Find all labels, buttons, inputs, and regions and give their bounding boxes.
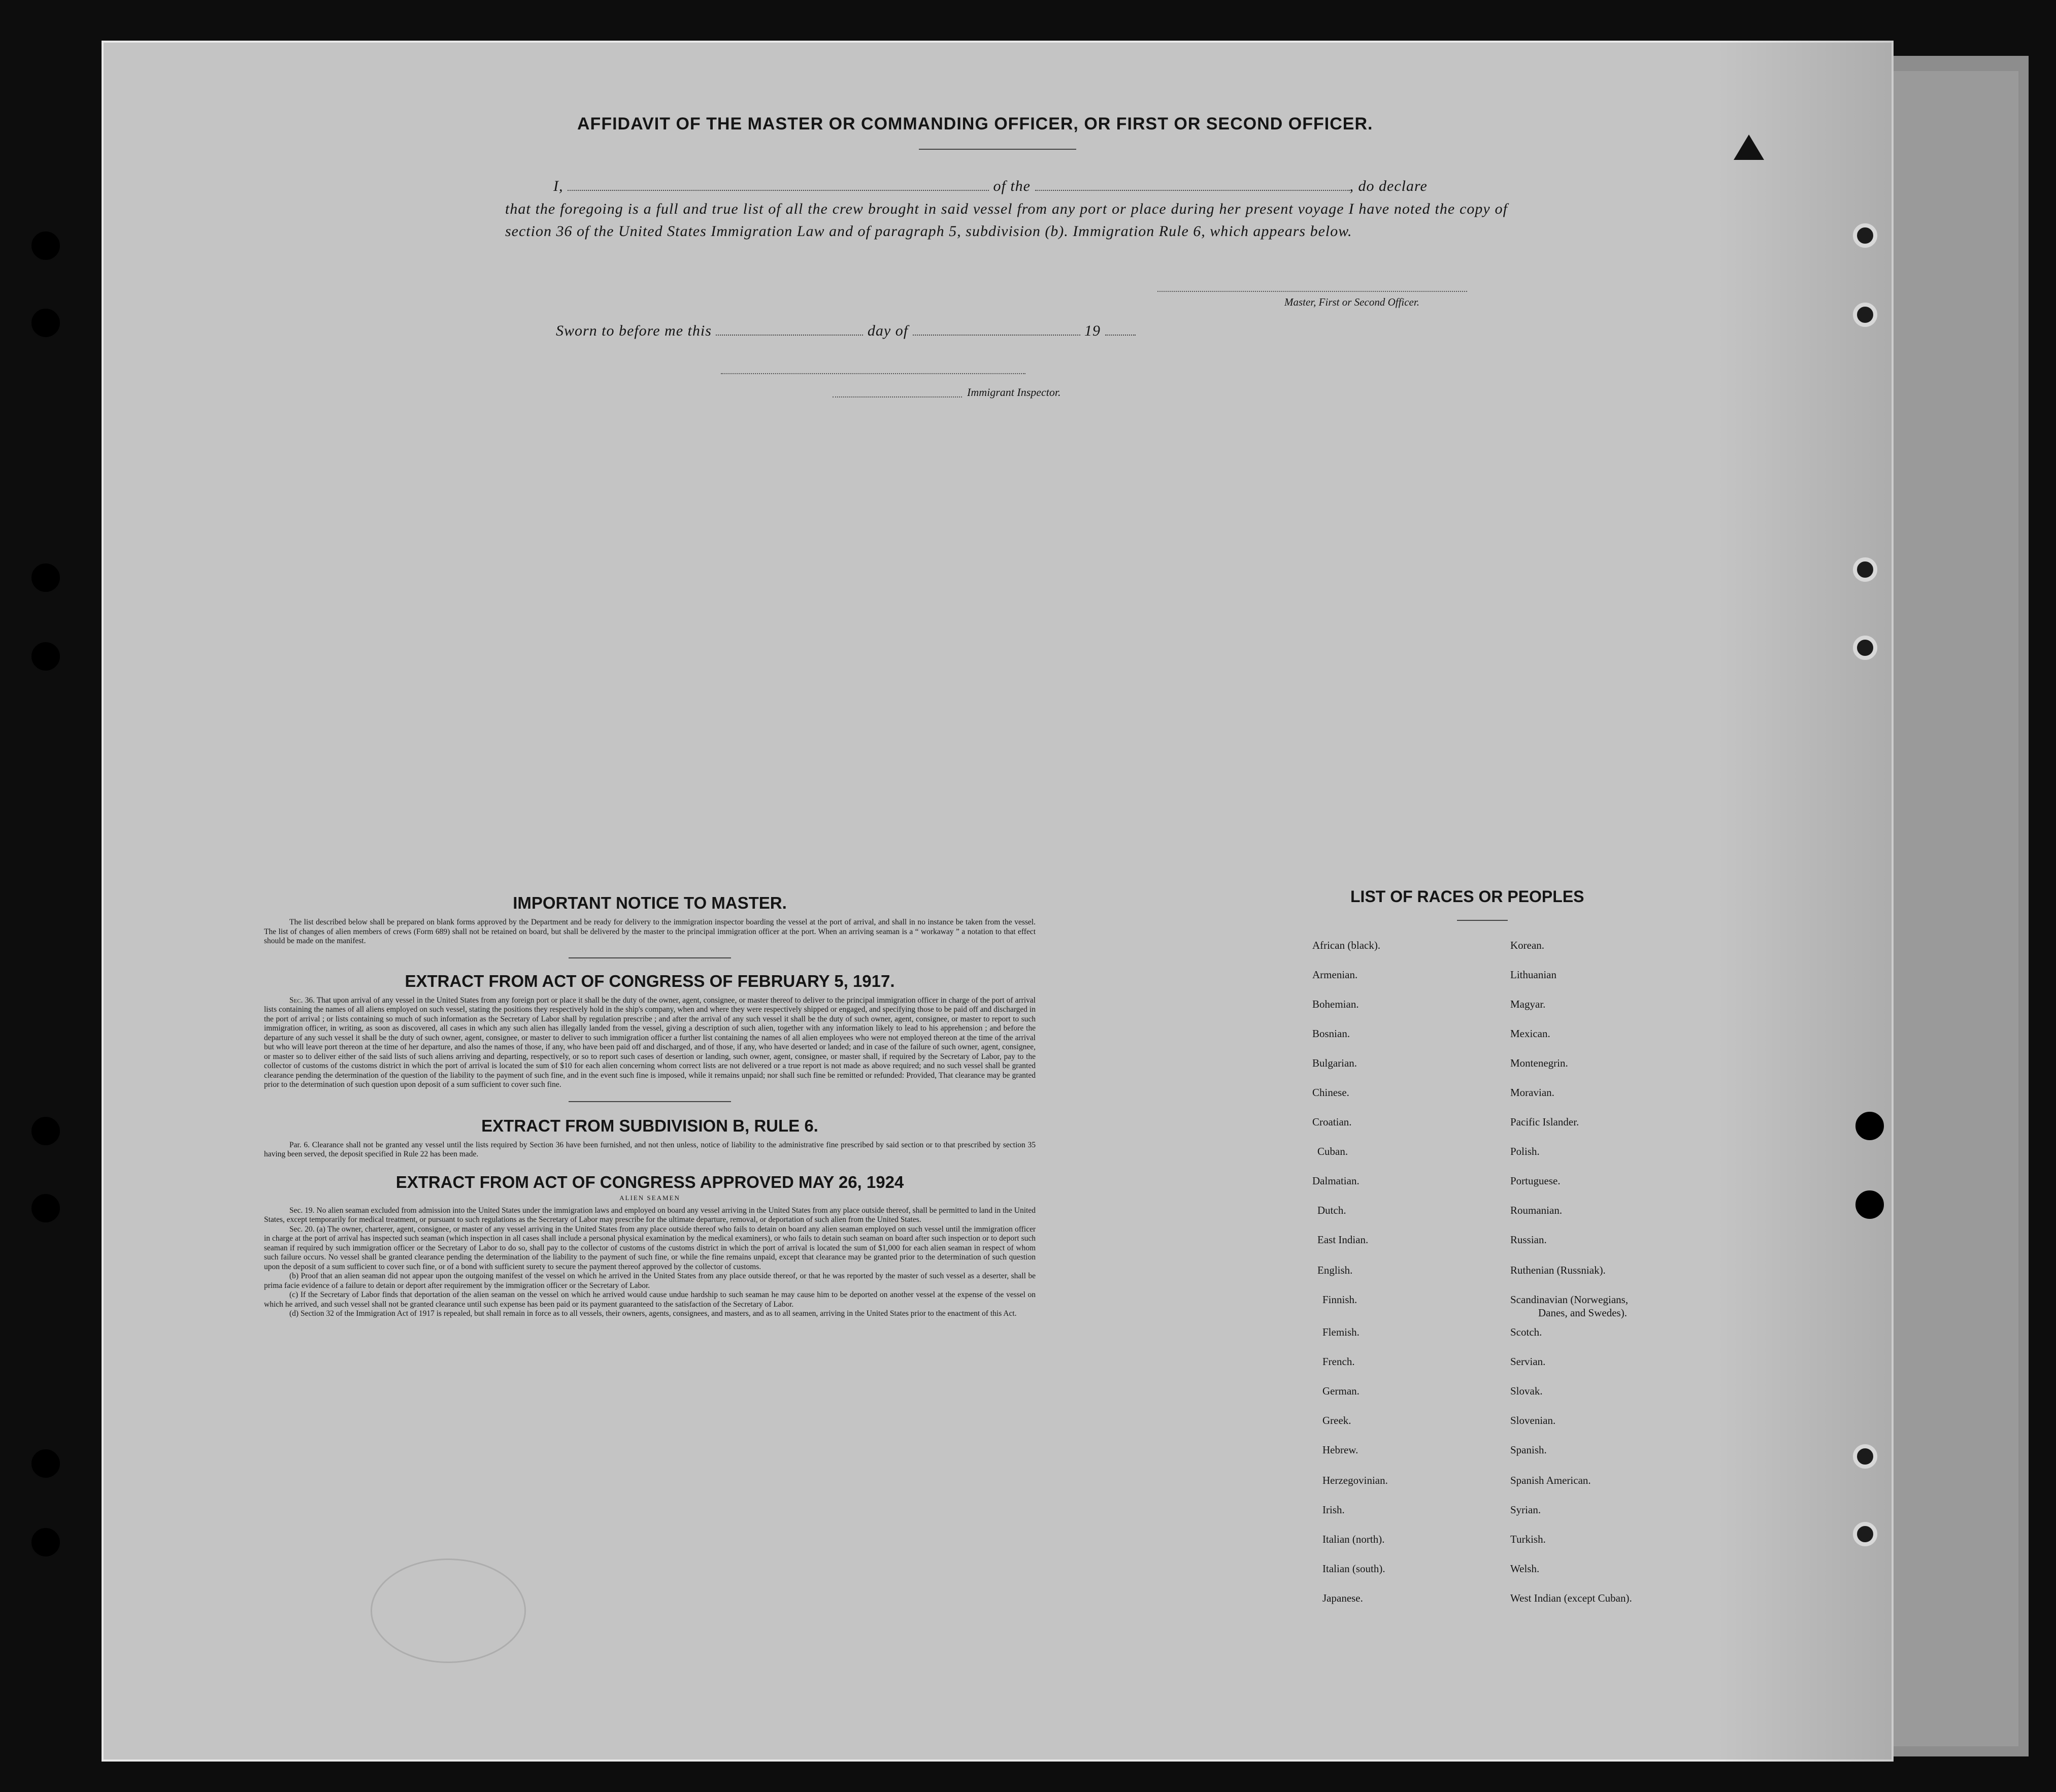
extract-1917-sec-label: Sec. 36.: [289, 995, 315, 1005]
race-entry: Portuguese.: [1510, 1175, 1561, 1187]
race-entry: Mexican.: [1510, 1027, 1550, 1040]
race-entry: Hebrew.: [1322, 1444, 1358, 1456]
extract-1924-sec20b: (b) Proof that an alien seaman did not appear upon the outgoing manifest of the vessel on which he arrived in the United States from any place outside thereof, or that he was reported by the master of such vessel as a deserter, shall be prima facie evidence of a failure to detain or deport after requirement by the immigration officer or the Secretary of Labor.: [264, 1272, 1036, 1290]
race-entry: Dutch.: [1317, 1204, 1346, 1216]
race-entry: Italian (north).: [1322, 1533, 1385, 1545]
binder-hole: [31, 1117, 60, 1145]
binder-hole: [31, 563, 60, 592]
race-entry: Cuban.: [1317, 1145, 1348, 1157]
extract-1924-sec20c: (c) If the Secretary of Labor finds that deportation of the alien seaman on the vessel on which he arrived would cause undue hardship to such seaman he may cause him to be deported on another vessel at the expense of the vessel on which he arrived, and such vessel shall not be granted clearance until such expense has been paid or its payment guaranteed to the satisfaction of the Secretary of Labor.: [264, 1290, 1036, 1309]
race-entry: Moravian.: [1510, 1086, 1554, 1099]
year-prefix-label: 19: [1084, 322, 1101, 339]
extract-1924-sec20a: Sec. 20. (a) The owner, charterer, agent, consignee, or master of any vessel arriving in the United States from any place outside thereof who fails to detain on board any alien seaman employed on such vessel until the immigration officer in charge at the port of arrival has inspected such seaman (which inspection in all cases shall include a personal physical examination by the medical examiners), or who fails to detain such seaman on board after such inspection or to deport such seaman if required by such immigration officer or the Secretary of Labor to do so, shall pay to the collector of customs of the customs district in which the port of arrival is located the sum of $1,000 for each alien seaman in respect of whom such failure occurs. No vessel shall be granted clearance pending the determination of the liability to the payment of such fine, or while the fine remains unpaid, except that clearance may be granted prior to the determination of such question upon the deposit of a sum sufficient to cover such fine, or of a bond with sufficient surety to secure the payment thereof approved by the collector of customs.: [264, 1224, 1036, 1271]
race-entry: Turkish.: [1510, 1533, 1546, 1545]
race-entry: East Indian.: [1317, 1234, 1369, 1246]
binder-hole: [31, 1528, 60, 1556]
extract-1917-text: That upon arrival of any vessel in the United States from any foreign port or place it shall be the duty of the owner, agent, consignee, or master thereof to deliver to the principal immigration officer in charge of the port of arrival lists containing the names of all aliens employed on such vessel, stating the positions they respectively hold in the ship's company, when and where they were respectively shipped or engaged, and specifying those to be paid off and discharged in the port of arrival ; or lists containing so much of such information as the Secretary of Labor shall by regulation prescribe ; and after the arrival of any such vessel it shall be the duty of such owner, agent, consignee, or master to report to such immigration officer, in writing, as soon as discovered, all cases in which any such alien has illegally landed from the vessel, giving a description of such alien, together with any information likely to lead to his apprehension ; and before the departure of any such vessel it shall be the duty of such owner, agent, consignee, or master to deliver to such immigration officer a further list containing the names of all alien employees who were not employed thereon at the time of the arrival but who will leave port thereon at the time of her departure, and also the names of those, if any, who have been paid off and discharged, and of those, if any, who have deserted or landed; and in case of the failure of such owner, agent, consignee, or master so to deliver either of the said lists of such aliens arriving and departing, respectively, or so to report such cases of desertion or landing, such owner, agent, consignee, or master shall, if required by the Secretary of Labor, pay to the collector of customs of the customs district in which the port of arrival is located the sum of $10 for each alien concerning whom correct lists are not delivered or a true report is not made as above required; and no such vessel shall be granted clearance pending the determination of the question of the liability to the payment of such fine, and in the event such fine is imposed, while it remains unpaid; nor shall such fine be remitted or refunded: Provided, That clearance may be granted prior to the determination of such question upon deposit of a sum sufficient to cover such fine.: [264, 995, 1036, 1089]
notice-body: The list described below shall be prepared on blank forms approved by the Department and be ready for delivery to the immigration inspector boarding the vessel at the port of arrival, and shall in no instance be taken from the vessel. The list of changes of alien members of crews (Form 689) shall not be retained on board, but shall be delivered by the master to the principal immigration officer at the port. When an arriving seaman is a “ workaway ” a notation to that effect should be made on the manifest.: [264, 918, 1036, 945]
faint-stamp: [371, 1558, 526, 1663]
binder-hole: [31, 642, 60, 671]
affidavit-i-label: I,: [553, 178, 563, 194]
race-entry: Korean.: [1510, 939, 1545, 951]
race-entry: Slovenian.: [1510, 1414, 1556, 1426]
inspector-signature-line[interactable]: [833, 396, 962, 397]
binder-hole: [31, 1449, 60, 1478]
sworn-year-field[interactable]: [1105, 335, 1136, 336]
race-entry: Armenian.: [1312, 969, 1358, 981]
race-entry: Flemish.: [1322, 1326, 1359, 1338]
binder-hole: [31, 1194, 60, 1222]
race-entry: Roumanian.: [1510, 1204, 1563, 1216]
declarant-name-field[interactable]: [568, 190, 989, 191]
inspector-caption: Immigrant Inspector.: [967, 386, 1061, 399]
affidavit-of-the-label: of the: [993, 178, 1031, 194]
races-title-rule: [1457, 920, 1508, 921]
race-entry: Bulgarian.: [1312, 1057, 1357, 1069]
extract-1917-rule: [569, 1101, 731, 1102]
master-signature-line[interactable]: [1157, 291, 1467, 292]
binder-hole: [1853, 303, 1877, 327]
race-entry: Ruthenian (Russniak).: [1510, 1264, 1606, 1276]
affidavit-line1: I, of the , do declare: [553, 178, 1428, 194]
binder-hole: [1853, 223, 1877, 248]
race-entry: German.: [1322, 1385, 1359, 1397]
binder-hole: [31, 309, 60, 337]
race-entry: Chinese.: [1312, 1086, 1349, 1099]
sworn-label: Sworn to before me this: [556, 322, 712, 339]
affidavit-declaration: that the foregoing is a full and true list of all the crew brought in said vessel from any port or place during her present voyage I have noted the copy of section 36 of the United States Immigration Law and of paragraph 5, subdivision (b). Immigration Rule 6, which appears below.: [505, 201, 1508, 240]
race-entry: Bosnian.: [1312, 1027, 1350, 1040]
binder-hole: [1855, 1190, 1884, 1219]
sworn-month-field[interactable]: [913, 335, 1080, 336]
race-entry: African (black).: [1312, 939, 1381, 951]
binder-hole: [31, 231, 60, 260]
race-entry: Lithuanian: [1510, 969, 1556, 981]
race-entry: Scandinavian (Norwegians,: [1510, 1293, 1629, 1306]
notice-section: [264, 893, 1036, 1319]
race-entry: Montenegrin.: [1510, 1057, 1568, 1069]
binder-hole: [1853, 557, 1877, 582]
extract-1917-title: EXTRACT FROM ACT OF CONGRESS OF FEBRUARY 5, 1917.: [405, 971, 895, 990]
binder-hole: [1853, 1522, 1877, 1546]
race-entry: Servian.: [1510, 1355, 1546, 1368]
extract-1924-sec19: Sec. 19. No alien seaman excluded from admission into the United States under the immigration laws and employed on board any vessel arriving in the United States from any place outside thereof, shall be permitted to land in the United States, except temporarily for medical treatment, or pursuant to such regulations as the Secretary of Labor may prescribe for the ultimate departure, removal, or deportation of such alien from the United States.: [264, 1206, 1036, 1224]
race-entry: Finnish.: [1322, 1293, 1357, 1306]
race-entry: Croatian.: [1312, 1116, 1352, 1128]
binder-hole: [1855, 1112, 1884, 1140]
race-entry: Italian (south).: [1322, 1563, 1385, 1575]
race-entry: Scotch.: [1510, 1326, 1542, 1338]
notice-title: IMPORTANT NOTICE TO MASTER.: [513, 893, 787, 912]
day-of-label: day of: [867, 322, 909, 339]
inspector-signature-line-upper[interactable]: [721, 373, 1025, 374]
extract-1924-sec20d: (d) Section 32 of the Immigration Act of 1917 is repealed, but shall remain in force as to all vessels, their owners, agents, consignees, and masters, and as to all seamen, arriving in the United States prior to the enactment of this Act.: [289, 1309, 1017, 1318]
notice-rule: [569, 957, 731, 958]
race-entry: Syrian.: [1510, 1504, 1541, 1516]
race-entry: English.: [1317, 1264, 1353, 1276]
extract-rule6-body: Par. 6. Clearance shall not be granted any vessel until the lists required by Section 36 have been furnished, and not then unless, notice of liability to the administrative fine prescribed by said section or to that prescribed by section 35 having been served, the deposit specified in Rule 22 has been made.: [264, 1140, 1036, 1158]
race-entry: Magyar.: [1510, 998, 1546, 1010]
race-entry: Greek.: [1322, 1414, 1351, 1426]
extract-1924-title: EXTRACT FROM ACT OF CONGRESS APPROVED MAY 26, 1924: [395, 1172, 904, 1191]
race-entry: French.: [1322, 1355, 1355, 1368]
race-entry: Herzegovinian.: [1322, 1474, 1388, 1486]
binder-hole: [1853, 1444, 1877, 1469]
races-title: LIST OF RACES OR PEOPLES: [1350, 887, 1584, 906]
race-entry: Polish.: [1510, 1145, 1540, 1157]
binder-hole: [1853, 636, 1877, 660]
race-entry: Dalmatian.: [1312, 1175, 1359, 1187]
torn-corner-mark: [1734, 135, 1764, 160]
race-entry: Danes, and Swedes).: [1538, 1307, 1627, 1319]
race-entry: Spanish American.: [1510, 1474, 1591, 1486]
race-entry: West Indian (except Cuban).: [1510, 1592, 1632, 1604]
race-entry: Welsh.: [1510, 1563, 1540, 1575]
race-entry: Spanish.: [1510, 1444, 1547, 1456]
race-entry: Irish.: [1322, 1504, 1345, 1516]
race-entry: Pacific Islander.: [1510, 1116, 1579, 1128]
extract-1917-body: [264, 996, 1036, 1090]
affidavit-title: AFFIDAVIT OF THE MASTER OR COMMANDING OFFICER, OR FIRST OR SECOND OFFICER.: [577, 114, 1373, 134]
master-signature-caption: Master, First or Second Officer.: [1284, 296, 1419, 308]
sworn-line: [556, 320, 1136, 342]
extract-rule6-title: EXTRACT FROM SUBDIVISION B, RULE 6.: [481, 1116, 818, 1135]
affidavit-declare-label: do declare: [1358, 178, 1428, 194]
race-entry: Japanese.: [1322, 1592, 1363, 1604]
extract-1924-subtitle: ALIEN SEAMEN: [619, 1193, 680, 1202]
affidavit-title-rule: [919, 149, 1076, 150]
race-entry: Bohemian.: [1312, 998, 1359, 1010]
vessel-name-field[interactable]: [1035, 190, 1350, 191]
race-entry: Russian.: [1510, 1234, 1547, 1246]
sworn-day-field[interactable]: [716, 335, 863, 336]
race-entry: Slovak.: [1510, 1385, 1543, 1397]
